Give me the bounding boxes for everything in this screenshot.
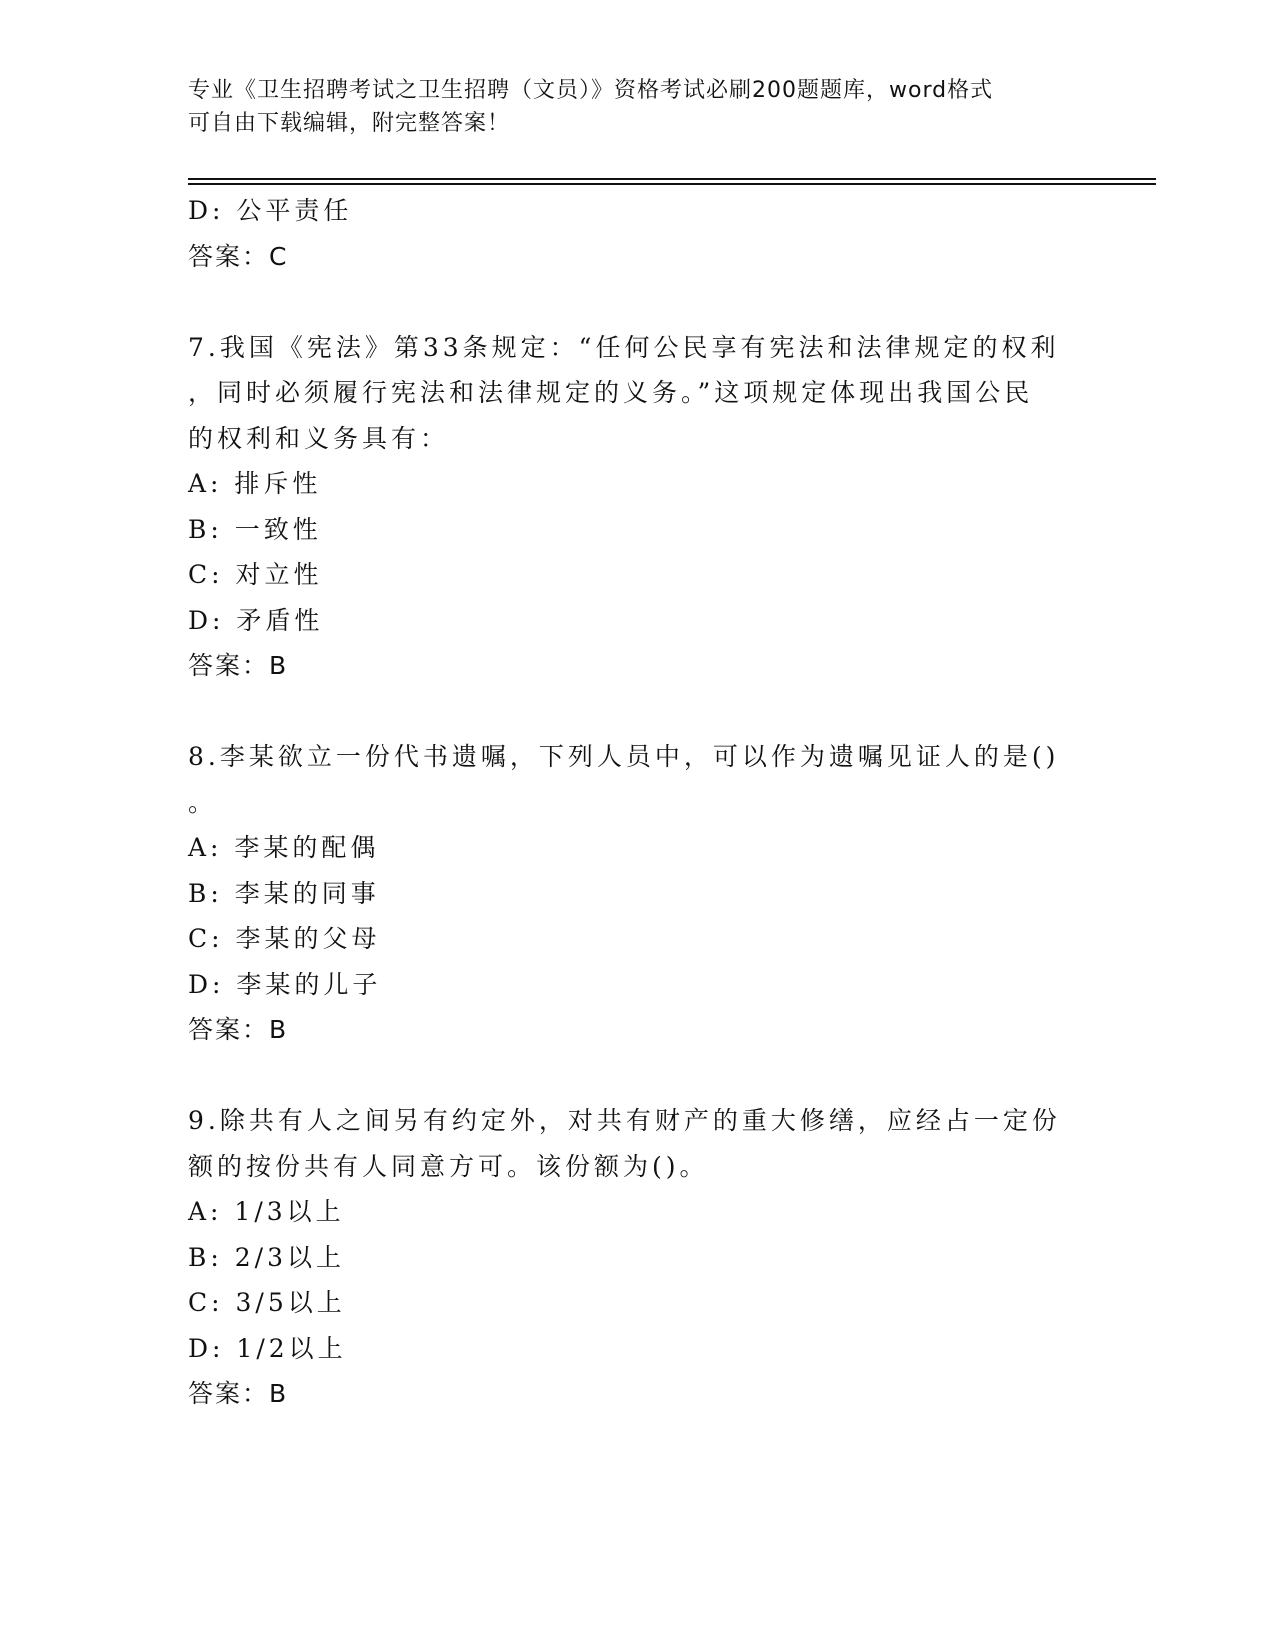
spacer <box>188 279 1088 325</box>
spacer <box>188 1053 1088 1099</box>
question-stem: 9.除共有人之间另有约定外，对共有财产的重大修缮，应经占一定份 <box>188 1106 1061 1135</box>
option-d: D: 矛盾性 <box>188 605 324 635</box>
question-stem: 额的按份共有人同意方可。该份额为()。 <box>188 1151 709 1181</box>
option-a: A: 排斥性 <box>188 469 322 498</box>
option-d: D: 李某的儿子 <box>188 969 382 999</box>
option-b: B: 李某的同事 <box>188 878 380 908</box>
option-c: C: 李某的父母 <box>188 924 381 953</box>
spacer <box>188 689 1088 735</box>
option-d: D: 1/2以上 <box>188 1333 347 1363</box>
question-stem: 8.李某欲立一份代书遗嘱，下列人员中，可以作为遗嘱见证人的是() <box>188 742 1060 771</box>
answer: 答案：B <box>188 1015 289 1044</box>
question-stem: ，同时必须履行宪法和法律规定的义务。”这项规定体现出我国公民 <box>188 378 1034 407</box>
option-b: B: 2/3以上 <box>188 1242 345 1272</box>
answer: 答案：B <box>188 651 289 680</box>
previous-question-tail <box>188 188 1088 279</box>
answer: 答案：C <box>188 241 289 271</box>
question-stem: 7.我国《宪法》第33条规定：“任何公民享有宪法和法律规定的权利 <box>188 332 1060 362</box>
header-line-1: 专业《卫生招聘考试之卫生招聘（文员）》资格考试必刷200题题库，word格式 <box>188 78 994 103</box>
question-9 <box>188 1098 1088 1417</box>
question-7 <box>188 325 1088 689</box>
option-a: A: 李某的配偶 <box>188 833 380 862</box>
option-c: C: 3/5以上 <box>188 1288 346 1317</box>
document-body <box>188 188 1088 1417</box>
answer: 答案：B <box>188 1379 289 1408</box>
option-d: D: 公平责任 <box>188 196 353 225</box>
option-c: C: 对立性 <box>188 560 323 589</box>
question-stem: 的权利和义务具有： <box>188 423 450 453</box>
header-divider-top <box>188 178 1156 180</box>
question-8 <box>188 734 1088 1053</box>
document-header <box>188 74 1088 140</box>
question-stem: 。 <box>188 787 218 817</box>
option-b: B: 一致性 <box>188 514 322 544</box>
header-line-2: 可自由下载编辑，附完整答案！ <box>188 111 511 136</box>
option-a: A: 1/3以上 <box>188 1197 345 1226</box>
header-divider-bottom <box>188 183 1156 185</box>
